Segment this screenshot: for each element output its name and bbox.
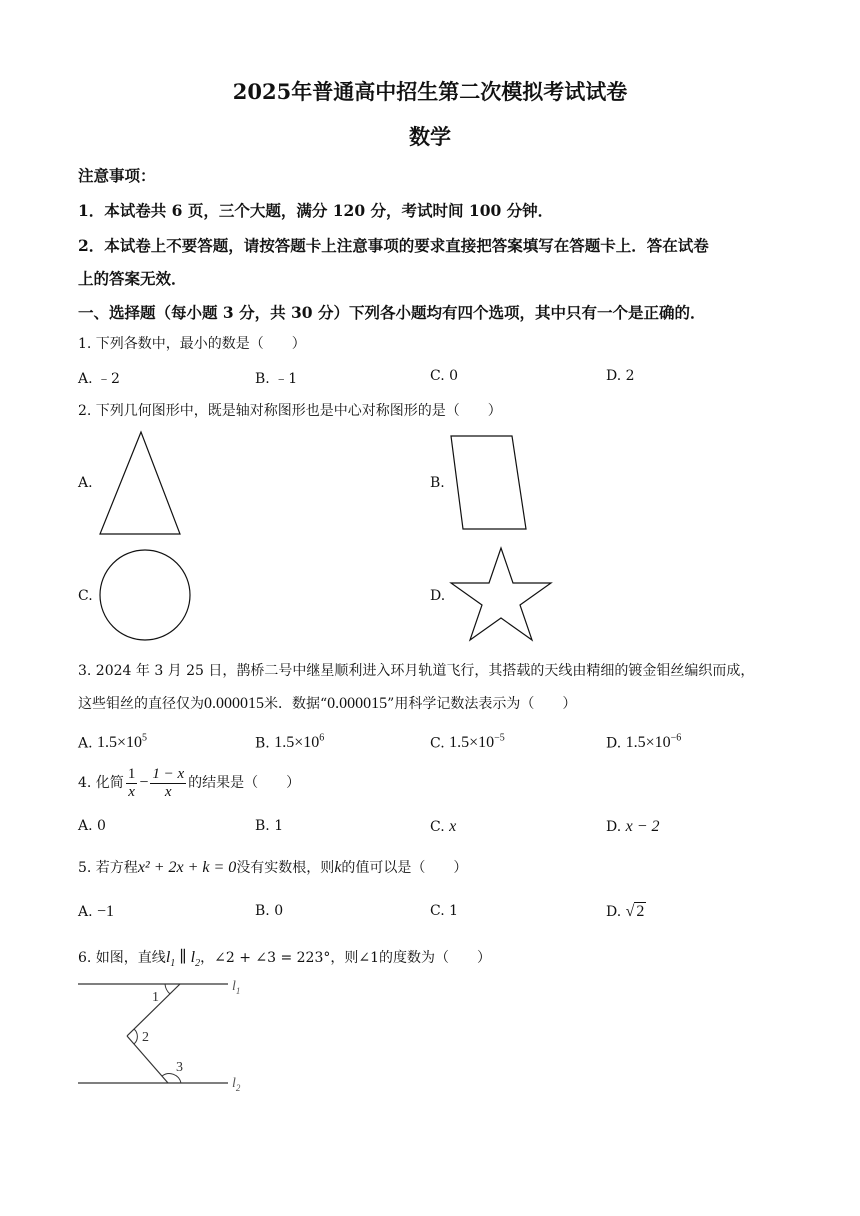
line-l1-sub: 1 xyxy=(235,986,241,996)
q5-variable: k xyxy=(334,859,342,876)
note-item-1: 1．本试卷共 6 页，三个大题，满分 120 分，考试时间 100 分钟． xyxy=(78,201,554,220)
note-item-2-line-2: 上的答案无效． xyxy=(78,269,187,288)
q2-label-d: D. xyxy=(430,588,446,604)
q4-suffix: 的结果是（ ） xyxy=(188,775,301,791)
q6-condition: ，∠2 + ∠3 = 223°，则∠1的度数为（ ） xyxy=(200,950,492,966)
q6-parallel: ∥ xyxy=(175,949,191,966)
q3-option-c-mantissa: 1.5×10 xyxy=(449,734,495,752)
q4-option-d-label: D. xyxy=(606,819,622,835)
q3-stem-text-c: ”用科学记数法表示为（ ） xyxy=(387,696,577,712)
q3-option-d-exponent: −6 xyxy=(670,733,682,744)
exam-title: 2025年普通高中招生第二次模拟考试试卷 xyxy=(232,79,628,104)
q1-option-b: B. ﹣1 xyxy=(255,371,298,387)
q5-equation: x² + 2x + k = 0 xyxy=(137,859,237,876)
note-item-2-line-1: 2．本试卷上不要答题，请按答题卡上注意事项的要求直接把答案填写在答题卡上．答在试卷 xyxy=(78,236,709,255)
q5-prefix: 5. 若方程 xyxy=(78,860,138,876)
q3-option-c-label: C. xyxy=(430,735,445,752)
q6-l2-sub: 2 xyxy=(195,958,201,970)
q3-option-b-exponent: 6 xyxy=(319,733,325,744)
q2-stem: 2. 下列几何图形中，既是轴对称图形也是中心对称图形的是（ ） xyxy=(78,403,502,419)
q3-stem-text-b: 米．数据“ xyxy=(264,696,328,712)
q3-option-b-label: B. xyxy=(255,735,270,752)
angle-2-arc xyxy=(134,1029,137,1044)
q2-label-a: A. xyxy=(78,475,93,491)
section-1-heading: 一、选择题（每小题 3 分，共 30 分）下列各小题均有四个选项，其中只有一个是正确的． xyxy=(78,303,706,322)
line-l1-letter: l xyxy=(232,979,236,994)
q3-stem-text-a: 这些钼丝的直径仅为 xyxy=(78,696,204,712)
q5-option-a-value: −1 xyxy=(97,903,115,920)
q5-option-c: C. 1 xyxy=(430,903,459,919)
q3-number-quoted: 0.000015 xyxy=(327,695,388,712)
q1-option-c: C. 0 xyxy=(430,368,459,384)
q5-middle: 没有实数根，则 xyxy=(236,860,335,876)
angle-1-arc xyxy=(165,984,170,994)
line-l1-label xyxy=(232,979,240,996)
notes-heading: 注意事项： xyxy=(78,166,156,185)
q4-option-c-label: C. xyxy=(430,819,445,835)
q3-number: 0.000015 xyxy=(204,695,264,712)
q3-option-a-mantissa: 1.5×10 xyxy=(97,734,143,752)
q4-prefix: 4. 化简 xyxy=(78,775,124,791)
line-l2-sub: 2 xyxy=(235,1083,241,1093)
angle-2-label: 2 xyxy=(142,1030,149,1045)
line-l2-letter: l xyxy=(232,1076,236,1091)
q2-label-c: C. xyxy=(78,588,93,604)
angle-3-label: 3 xyxy=(176,1060,183,1075)
q5-option-d-label: D. xyxy=(606,904,622,920)
q3-option-b-mantissa: 1.5×10 xyxy=(274,734,320,752)
line-l2-label xyxy=(232,1076,241,1093)
q6-prefix: 6. 如图，直线 xyxy=(78,950,166,966)
q4-frac1-denominator: x xyxy=(128,783,135,800)
q6-l2-letter: l xyxy=(190,949,196,966)
q6-l1-letter: l xyxy=(165,949,171,966)
q4-frac2-numerator: 1 − x xyxy=(152,766,185,782)
q2-label-b: B. xyxy=(430,475,445,491)
subject-title: 数学 xyxy=(409,124,451,149)
q4-frac2-denominator: x xyxy=(164,783,172,800)
q1-stem: 1. 下列各数中，最小的数是（ ） xyxy=(78,336,306,352)
q5-option-d-radicand: 2 xyxy=(636,903,645,920)
angle-1-label: 1 xyxy=(152,990,159,1005)
q4-frac1-numerator: 1 xyxy=(127,766,136,782)
q3-option-c-exponent: −5 xyxy=(494,733,505,744)
q3-stem-line-1: 3. 2024 年 3 月 25 日，鹊桥二号中继星顺利进入环月轨道飞行，其搭载的天线由精细的镀金钼丝编织而成， xyxy=(78,663,755,679)
q3-option-d-label: D. xyxy=(606,735,622,752)
q4-option-d-value: x − 2 xyxy=(625,818,660,835)
q5-suffix: 的值可以是（ ） xyxy=(341,860,468,876)
q3-option-a-exponent: 5 xyxy=(142,733,148,744)
q6-l1-sub: 1 xyxy=(170,958,176,970)
q1-option-d: D. 2 xyxy=(606,368,635,384)
q4-option-c-value: x xyxy=(449,818,457,835)
q5-option-a-label: A. xyxy=(78,904,93,920)
q4-minus: − xyxy=(139,774,149,791)
q4-option-a: A. 0 xyxy=(78,818,106,834)
q5-option-b: B. 0 xyxy=(255,903,284,919)
q3-option-a-label: A. xyxy=(78,735,93,752)
q3-option-d-mantissa: 1.5×10 xyxy=(625,734,671,752)
q5-option-d-sqrt: √ 2 xyxy=(625,903,645,920)
q4-option-b: B. 1 xyxy=(255,818,284,834)
q1-option-a: A. ﹣2 xyxy=(78,371,120,387)
